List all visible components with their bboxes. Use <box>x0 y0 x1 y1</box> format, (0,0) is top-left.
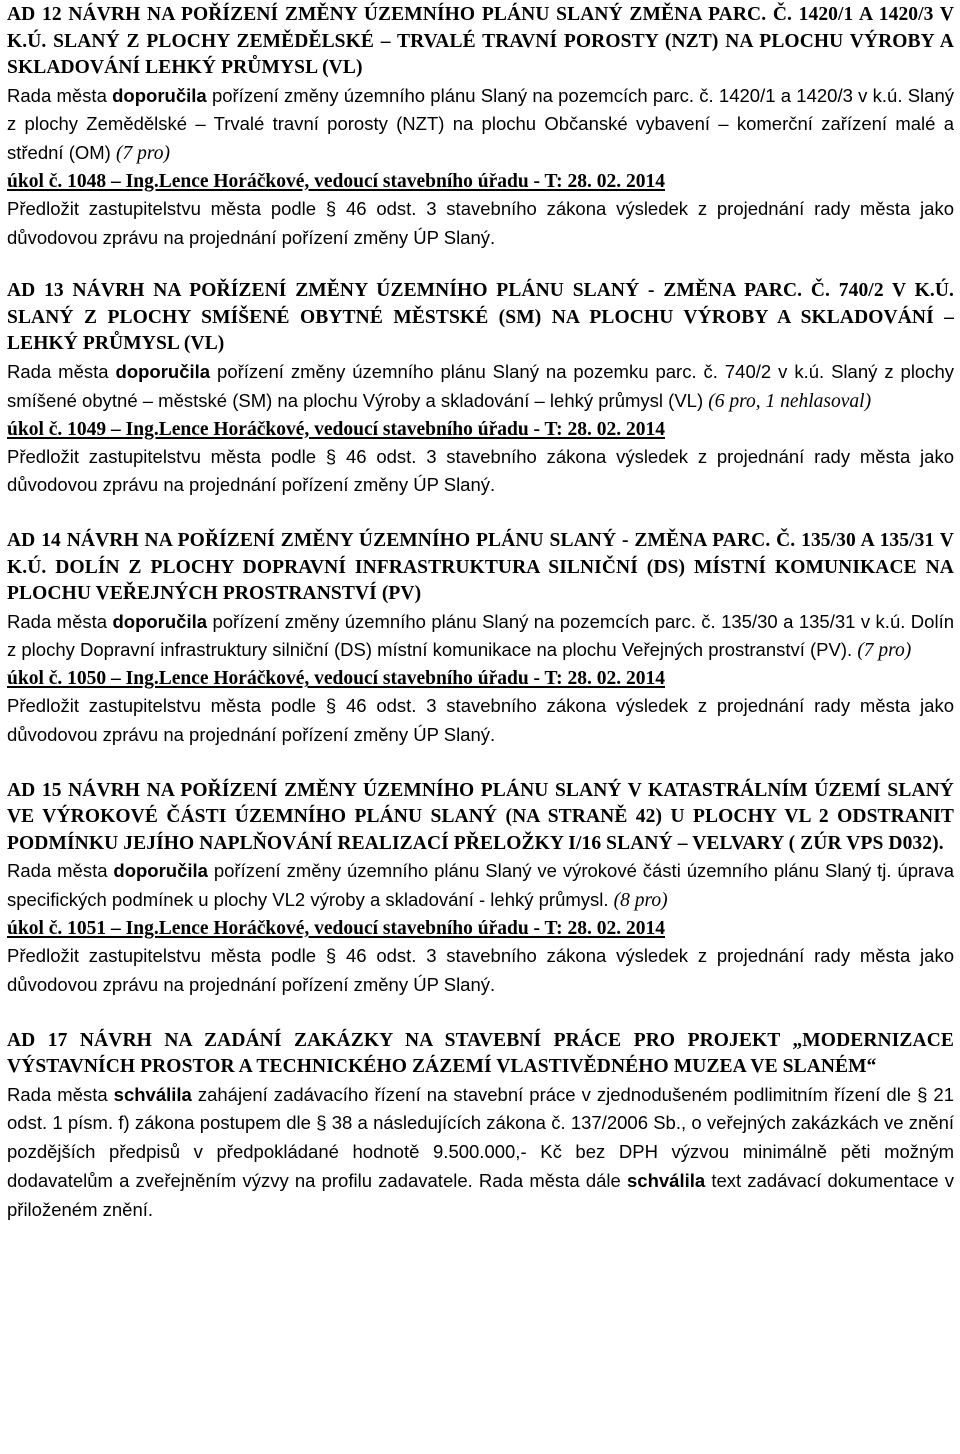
resolution-keyword: doporučila <box>115 360 211 382</box>
task-assignment: úkol č. 1050 – Ing.Lence Horáčkové, vedoucí stavebního úřadu - T: 28. 02. 2014 <box>7 668 665 690</box>
task-instruction: Předložit zastupitelstvu města podle § 46 odst. 3 stavebního zákona výsledek z projednání rady města jako důvodovou zprávu na projednání pořízení změny ÚP Slaný. <box>7 944 954 995</box>
resolution-keyword: doporučila <box>112 84 207 106</box>
resolution-prefix: Rada města <box>7 84 113 106</box>
task-instruction: Předložit zastupitelstvu města podle § 46 odst. 3 stavebního zákona výsledek z projednání rady města jako důvodovou zprávu na projednání pořízení změny ÚP Slaný. <box>7 445 954 496</box>
vote-result: (6 pro, 1 nehlasoval) <box>708 390 872 412</box>
vote-result: (8 pro) <box>613 890 668 912</box>
resolution-text <box>7 358 954 417</box>
task-assignment: úkol č. 1051 – Ing.Lence Horáčkové, vedoucí stavebního úřadu - T: 28. 02. 2014 <box>7 917 665 939</box>
task-instruction: Předložit zastupitelstvu města podle § 46 odst. 3 stavebního zákona výsledek z projednání rady města jako důvodovou zprávu na projednání pořízení změny ÚP Slaný. <box>7 197 954 248</box>
resolution-text <box>7 608 954 667</box>
agenda-item-13 <box>7 278 954 500</box>
resolution-body: pořízení změny územního plánu Slaný ve výrokové části územního plánu Slaný tj. úprava specifických podmínek u plochy VL2 výroby a skladování - lehký průmysl. <box>7 860 954 911</box>
resolution-text <box>7 857 954 916</box>
resolution-body: zahájení zadávacího řízení na stavební práce v zjednodušeném podlimitním řízení dle § 21 odst. 1 písm. f) zákona postupem dle § 38 a následujících zákona č. 137/2006 Sb., o veřejných zakázkách ve znění pozdějších předpisů v předpokládané hodnotě 9.500.000,- Kč bez DPH výzvou minimálně pěti možným dodavatelům a zveřejněním výzvy na profilu zadavatele. Rada města dále <box>7 1083 954 1191</box>
vote-result: (7 pro) <box>857 640 912 662</box>
agenda-heading: AD 14 NÁVRH NA POŘÍZENÍ ZMĚNY ÚZEMNÍHO PLÁNU SLANÝ - ZMĚNA PARC. Č. 135/30 A 135/31 V K.Ú. DOLÍN Z PLOCHY DOPRAVNÍ INFRASTRUKTURA SILNIČNÍ (DS) MÍSTNÍ KOMUNIKACE NA PLOCHU VEŘEJNÝCH PROSTRANSTVÍ (PV) <box>7 530 954 605</box>
resolution-text <box>7 1081 954 1225</box>
task-assignment: úkol č. 1048 – Ing.Lence Horáčkové, vedoucí stavebního úřadu - T: 28. 02. 2014 <box>7 170 665 192</box>
resolution-keyword: schválila <box>113 1083 192 1105</box>
vote-result: (7 pro) <box>115 143 170 165</box>
resolution-prefix: Rada města <box>7 860 114 882</box>
resolution-prefix: Rada města <box>7 610 113 632</box>
resolution-keyword-2: schválila <box>627 1169 706 1191</box>
agenda-heading: AD 17 NÁVRH NA ZADÁNÍ ZAKÁZKY NA STAVEBNÍ PRÁCE PRO PROJEKT „MODERNIZACE VÝSTAVNÍCH PROSTOR A TECHNICKÉHO ZÁZEMÍ VLASTIVĚDNÉHO MUZEA VE SLANÉM“ <box>7 1029 954 1078</box>
resolution-keyword: doporučila <box>113 860 208 882</box>
agenda-item-14 <box>7 528 954 750</box>
resolution-prefix: Rada města <box>7 1083 114 1105</box>
resolution-body: pořízení změny územního plánu Slaný na pozemcích parc. č. 135/30 a 135/31 v k.ú. Dolín z plochy Dopravní infrastruktury silniční (DS) místní komunikace na plochu Veřejných prostranství (PV). <box>7 610 954 661</box>
task-instruction: Předložit zastupitelstvu města podle § 46 odst. 3 stavebního zákona výsledek z projednání rady města jako důvodovou zprávu na projednání pořízení změny ÚP Slaný. <box>7 695 954 746</box>
agenda-heading: AD 15 NÁVRH NA POŘÍZENÍ ZMĚNY ÚZEMNÍHO PLÁNU SLANÝ V KATASTRÁLNÍM ÚZEMÍ SLANÝ VE VÝROKOVÉ ČÁSTI ÚZEMNÍHO PLÁNU SLANÝ (NA STRANĚ 42) U PLOCHY VL 2 ODSTRANIT PODMÍNKU JEJÍHO NAPLŇOVÁNÍ REALIZACÍ PŘELOŽKY I/16 SLANÝ – VELVARY ( ZÚR VPS D032). <box>7 779 954 854</box>
agenda-item-15 <box>7 778 954 1000</box>
document-page <box>0 2 954 1225</box>
resolution-keyword: doporučila <box>112 610 208 632</box>
agenda-heading: AD 12 NÁVRH NA POŘÍZENÍ ZMĚNY ÚZEMNÍHO PLÁNU SLANÝ ZMĚNA PARC. Č. 1420/1 A 1420/3 V K.Ú. SLANÝ Z PLOCHY ZEMĚDĚLSKÉ – TRVALÉ TRAVNÍ POROSTY (NZT) NA PLOCHU VÝROBY A SKLADOVÁNÍ LEHKÝ PRŮMYSL (VL) <box>7 4 954 78</box>
resolution-body: pořízení změny územního plánu Slaný na pozemcích parc. č. 1420/1 a 1420/3 v k.ú. Slaný z plochy Zemědělské – Trvalé travní porosty (NZT) na plochu Občanské vybavení – komerční zařízení malé a střední (OM) <box>7 84 954 164</box>
agenda-heading: AD 13 NÁVRH NA POŘÍZENÍ ZMĚNY ÚZEMNÍHO PLÁNU SLANÝ - ZMĚNA PARC. Č. 740/2 V K.Ú. SLANÝ Z PLOCHY SMÍŠENÉ OBYTNÉ MĚSTSKÉ (SM) NA PLOCHU VÝROBY A SKLADOVÁNÍ – LEHKÝ PRŮMYSL (VL) <box>7 280 954 355</box>
resolution-text <box>7 82 954 169</box>
task-assignment: úkol č. 1049 – Ing.Lence Horáčkové, vedoucí stavebního úřadu - T: 28. 02. 2014 <box>7 418 665 440</box>
resolution-body: pořízení změny územního plánu Slaný na pozemku parc. č. 740/2 v k.ú. Slaný z plochy smíšené obytné – městské (SM) na plochu Výroby a skladování – lehký průmysl (VL) <box>7 360 955 411</box>
resolution-body-2: text zadávací dokumentace v přiloženém znění. <box>7 1169 954 1220</box>
resolution-prefix: Rada města <box>7 360 116 382</box>
agenda-item-17 <box>7 1028 954 1225</box>
agenda-item-12 <box>7 2 954 252</box>
